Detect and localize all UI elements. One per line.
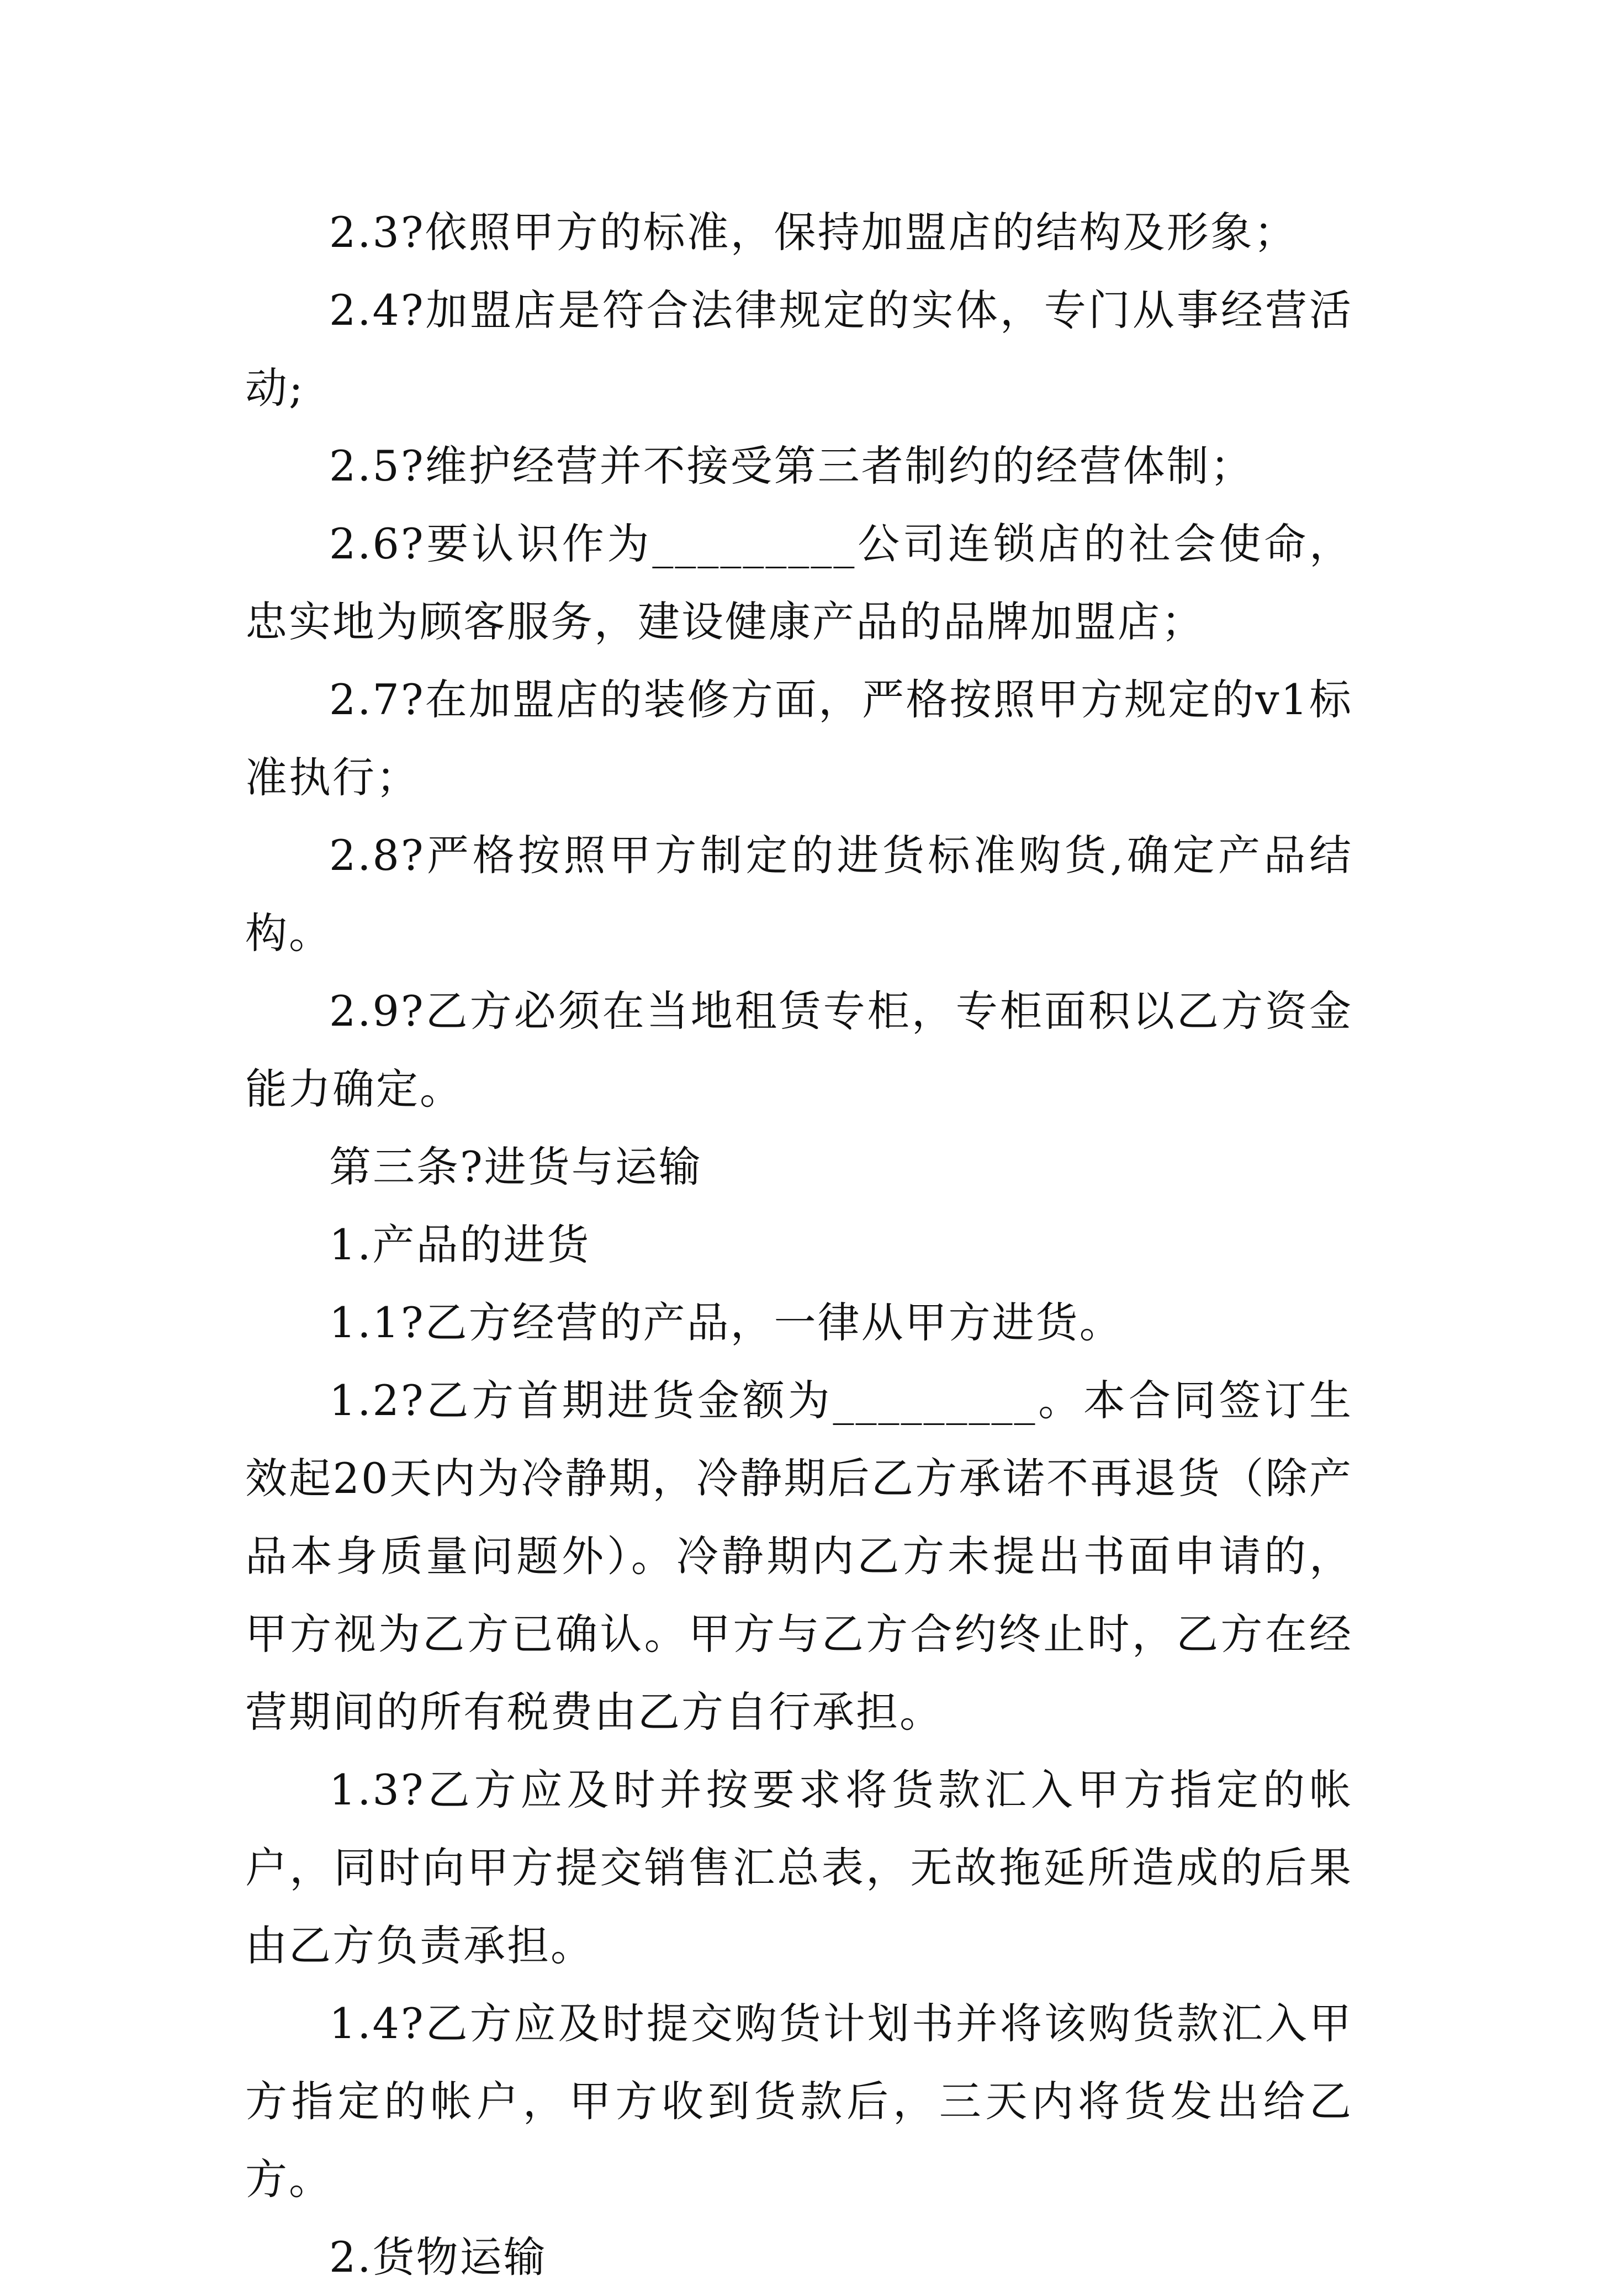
clause-2-8: 2.8?严格按照甲方制定的进货标准购货,确定产品结构。 xyxy=(245,831,1353,958)
clause-1-4: 1.4?乙方应及时提交购货计划书并将该购货款汇入甲方指定的帐户，甲方收到货款后，三天内将货发出给乙方。 xyxy=(245,1999,1353,2204)
clause-1-2: 1.2?乙方首期进货金额为_________。本合同签订生效起20天内为冷静期，冷静期后乙方承诺不再退货（除产品本身质量问题外）。冷静期内乙方未提出书面申请的，甲方视为乙方已确认。甲方与乙方合约终止时，乙方在经营期间的所有税费由乙方自行承担。 xyxy=(245,1376,1353,1736)
clause-2-7: 2.7?在加盟店的装修方面，严格按照甲方规定的v1标准执行； xyxy=(245,675,1353,802)
document-body xyxy=(245,193,1353,2296)
clause-2-4: 2.4?加盟店是符合法律规定的实体，专门从事经营活动; xyxy=(245,286,1353,413)
clause-2-9: 2.9?乙方必须在当地租赁专柜，专柜面积以乙方资金能力确定。 xyxy=(245,986,1353,1113)
clause-2-5: 2.5?维护经营并不接受第三者制约的经营体制； xyxy=(329,441,1254,490)
section-1-heading: 1.产品的进货 xyxy=(329,1220,591,1269)
article-3-heading: 第三条?进货与运输 xyxy=(329,1142,702,1191)
clause-1-1: 1.1?乙方经营的产品，一律从甲方进货。 xyxy=(329,1298,1123,1347)
clause-2-6: 2.6?要认识作为_________公司连锁店的社会使命，忠实地为顾客服务，建设健康产品的品牌加盟店； xyxy=(245,519,1353,646)
section-2-heading: 2.货物运输 xyxy=(329,2232,547,2282)
clause-2-3: 2.3?依照甲方的标准，保持加盟店的结构及形象； xyxy=(329,208,1298,257)
clause-1-3: 1.3?乙方应及时并按要求将货款汇入甲方指定的帐户，同时向甲方提交销售汇总表，无故拖延所造成的后果由乙方负责承担。 xyxy=(245,1765,1353,1970)
